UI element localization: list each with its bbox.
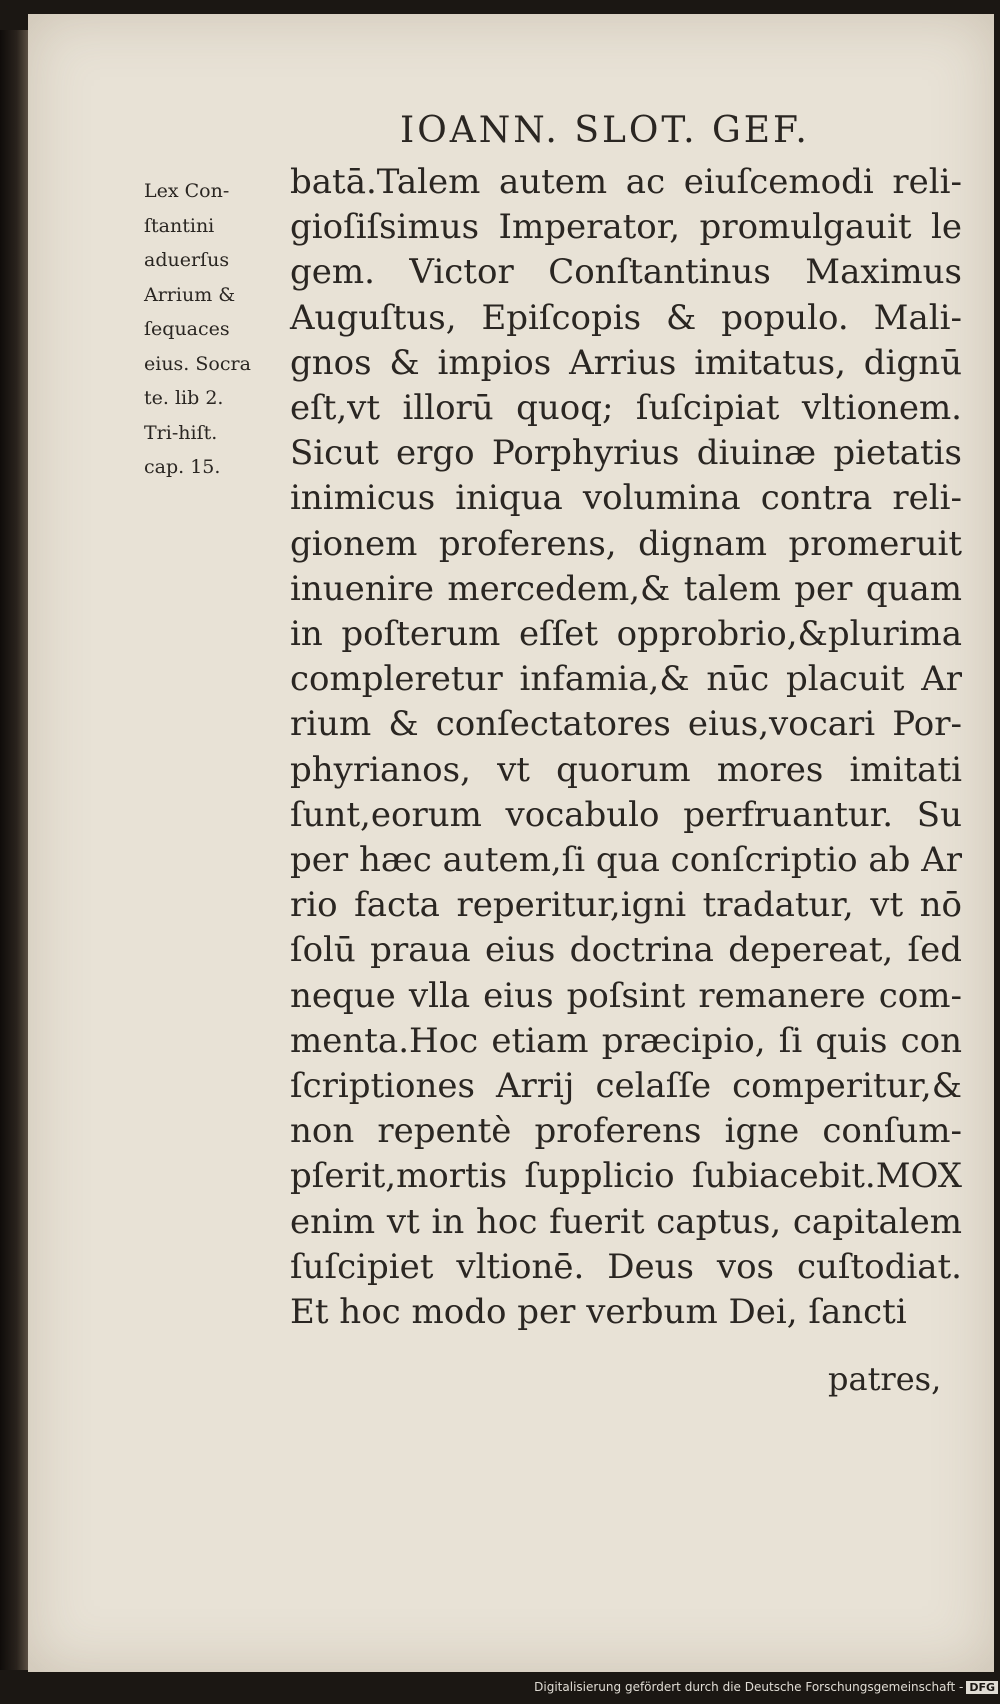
catchword: patres, <box>828 1360 942 1398</box>
text-line: pſerit,mortis ſupplicio ſubiacebit.MOX <box>290 1156 962 1197</box>
marginal-note <box>144 174 294 485</box>
credit-text: Digitalisierung gefördert durch die Deutsche Forschungsgemeinschaft - <box>534 1680 964 1694</box>
text-line: Sicut ergo Porphyrius diuinæ pietatis <box>290 433 962 474</box>
text-line: Auguſtus, Epiſcopis & populo. Mali- <box>290 297 962 338</box>
marginal-note-line: ſequaces <box>144 318 230 340</box>
text-line: ſcriptiones Arrij celaſſe comperitur,& <box>290 1066 962 1107</box>
text-line: rium & conſectatores eius,vocari Por- <box>290 704 962 745</box>
marginal-note-line: aduerſus <box>144 249 230 271</box>
digitization-credit <box>0 1680 998 1694</box>
text-line: rio facta reperitur,igni tradatur, vt nō <box>290 885 962 926</box>
dfg-logo: DFG <box>966 1681 998 1694</box>
text-line: ſunt,eorum vocabulo perfruantur. Su <box>290 794 962 835</box>
text-line: gioſiſsimus Imperator, promulgauit le <box>290 207 962 248</box>
text-line: menta.Hoc etiam præcipio, ſi quis con <box>290 1020 962 1061</box>
text-line: in poſterum eſſet opprobrio,&plurima <box>290 614 962 655</box>
marginal-note-line: ſtantini <box>144 214 215 237</box>
text-line: per hæc autem,ſi qua conſcriptio ab Ar <box>290 840 963 881</box>
text-line: ſuſcipiet vltionē. Deus vos cuſtodiat. <box>290 1246 962 1287</box>
running-title: IOANN. SLOT. GEF. <box>400 110 810 151</box>
text-line: batā.Talem autem ac eiuſcemodi reli- <box>290 162 962 202</box>
text-line: enim vt in hoc fuerit captus, capitalem <box>290 1201 962 1242</box>
marginal-note-line: eius. Socra <box>144 352 251 375</box>
text-line: neque vlla eius poſsint remanere com- <box>290 975 962 1016</box>
text-line: Et hoc modo per verbum Dei, ſancti <box>290 1292 907 1333</box>
marginal-note-line: Tri-hiſt. <box>144 421 218 444</box>
text-line: non repentè proferens igne conſum- <box>290 1111 962 1152</box>
marginal-note-line: Lex Con- <box>144 180 230 202</box>
marginal-note-line: Arrium & <box>144 283 236 306</box>
text-line: inuenire mercedem,& talem per quam <box>290 568 962 609</box>
text-line: inimicus iniqua volumina contra reli- <box>290 478 962 519</box>
marginal-note-line: te. lib 2. <box>144 387 224 409</box>
marginal-note-line: cap. 15. <box>144 456 221 478</box>
text-line: gnos & impios Arrius imitatus, dignū <box>290 342 962 383</box>
text-line: phyrianos, vt quorum mores imitati <box>290 749 962 790</box>
body-text <box>290 160 962 1335</box>
text-line: compleretur infamia,& nūc placuit Ar <box>290 659 962 700</box>
book-spine <box>0 30 28 1670</box>
text-line: ſolū praua eius doctrina depereat, ſed <box>290 930 962 971</box>
text-line: eſt,vt illorū quoq; ſuſcipiat vltionem. <box>290 388 962 429</box>
text-line: gem. Victor Conſtantinus Maximus <box>290 252 962 293</box>
text-line: gionem proferens, dignam promeruit <box>290 523 962 564</box>
